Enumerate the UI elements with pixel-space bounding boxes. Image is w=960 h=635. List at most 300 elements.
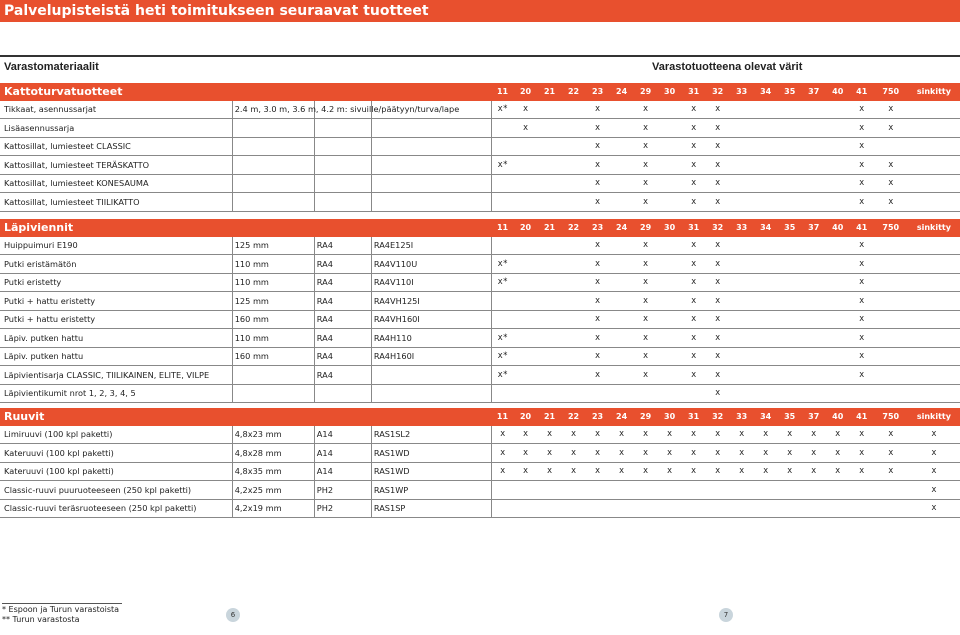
product-name: Kattosillat, lumiesteet TERÄSKATTO xyxy=(0,156,232,175)
column-header: 35 xyxy=(778,408,802,426)
availability-mark: x xyxy=(706,174,730,193)
availability-mark xyxy=(778,174,802,193)
table-row xyxy=(0,384,960,403)
availability-mark: x xyxy=(850,292,874,311)
table-top-header xyxy=(0,55,960,75)
availability-mark xyxy=(850,499,874,518)
availability-mark xyxy=(492,137,514,156)
product-name: Läpivientisarja CLASSIC, TIILIKAINEN, ELITE, VILPE xyxy=(0,366,232,385)
header-right-label: Varastotuotteena olevat värit xyxy=(652,61,803,73)
availability-mark xyxy=(538,156,562,175)
availability-mark: x xyxy=(874,174,908,193)
availability-mark xyxy=(908,156,960,175)
availability-mark: x xyxy=(682,444,706,463)
availability-mark xyxy=(908,137,960,156)
availability-mark xyxy=(754,237,778,255)
availability-mark xyxy=(826,384,850,403)
code-cell: A14 xyxy=(314,426,371,444)
availability-mark xyxy=(730,101,754,119)
column-header: 34 xyxy=(754,408,778,426)
availability-mark xyxy=(610,384,634,403)
availability-mark: x xyxy=(754,426,778,444)
availability-mark xyxy=(754,347,778,366)
availability-mark: x xyxy=(706,119,730,138)
product-name: Kattosillat, lumiesteet TIILIKATTO xyxy=(0,193,232,212)
availability-mark: x xyxy=(634,101,658,119)
availability-mark xyxy=(874,137,908,156)
column-header: 23 xyxy=(586,219,610,237)
availability-mark xyxy=(658,119,682,138)
availability-mark: x xyxy=(658,426,682,444)
availability-mark xyxy=(754,174,778,193)
code-cell xyxy=(314,193,371,212)
availability-mark: x xyxy=(850,347,874,366)
availability-mark: x xyxy=(634,137,658,156)
column-header: 41 xyxy=(850,408,874,426)
article-number-cell: RAS1WD xyxy=(371,462,491,481)
availability-mark xyxy=(538,347,562,366)
availability-mark xyxy=(658,137,682,156)
availability-mark xyxy=(802,137,826,156)
availability-mark: x xyxy=(658,462,682,481)
availability-mark xyxy=(610,329,634,348)
availability-mark: x xyxy=(634,347,658,366)
availability-mark xyxy=(778,273,802,292)
availability-mark: x xyxy=(682,329,706,348)
spec-cell: 110 mm xyxy=(232,329,314,348)
availability-mark xyxy=(754,481,778,500)
footnote-1: * Espoon ja Turun varastoista xyxy=(2,605,120,614)
availability-mark: x xyxy=(706,329,730,348)
availability-mark xyxy=(826,193,850,212)
column-header: sinkitty xyxy=(908,408,960,426)
code-cell xyxy=(314,384,371,403)
availability-mark xyxy=(802,273,826,292)
column-header: 11 xyxy=(491,408,513,426)
availability-mark xyxy=(754,366,778,385)
availability-mark xyxy=(730,310,754,329)
spec-cell xyxy=(232,193,314,212)
availability-mark xyxy=(610,237,634,255)
column-header: 20 xyxy=(514,408,538,426)
availability-mark xyxy=(802,481,826,500)
page-title: Palvelupisteistä heti toimitukseen seuraavat tuotteet xyxy=(0,0,960,22)
availability-mark: x xyxy=(754,462,778,481)
product-name: Classic-ruuvi puuruoteeseen (250 kpl paketti) xyxy=(0,481,232,500)
availability-mark xyxy=(730,156,754,175)
availability-mark xyxy=(492,384,514,403)
availability-mark: x xyxy=(826,426,850,444)
section-header-row xyxy=(0,408,960,426)
availability-mark: x xyxy=(586,444,610,463)
column-header: 21 xyxy=(538,219,562,237)
availability-mark: x xyxy=(586,462,610,481)
availability-mark xyxy=(658,273,682,292)
column-header: 23 xyxy=(586,83,610,101)
section-title: Ruuvit xyxy=(0,408,491,426)
spec-cell: 4,8x28 mm xyxy=(232,444,314,463)
availability-mark xyxy=(610,156,634,175)
availability-mark xyxy=(778,255,802,274)
availability-mark: x* xyxy=(492,329,514,348)
availability-mark: x xyxy=(634,310,658,329)
availability-mark: x xyxy=(514,101,538,119)
article-number-cell: RA4VH125I xyxy=(371,292,491,311)
availability-mark xyxy=(826,292,850,311)
code-cell: RA4 xyxy=(314,310,371,329)
availability-mark: x xyxy=(682,273,706,292)
availability-mark: x xyxy=(706,426,730,444)
availability-mark xyxy=(908,255,960,274)
code-cell xyxy=(314,119,371,138)
availability-mark xyxy=(514,255,538,274)
column-header: 21 xyxy=(538,83,562,101)
table-row xyxy=(0,329,960,348)
availability-mark xyxy=(826,481,850,500)
availability-mark xyxy=(491,499,513,518)
spec-cell: 110 mm xyxy=(232,255,314,274)
column-header: 33 xyxy=(730,408,754,426)
availability-mark xyxy=(802,119,826,138)
availability-mark xyxy=(658,255,682,274)
availability-mark: x xyxy=(586,347,610,366)
availability-mark xyxy=(562,119,586,138)
availability-mark: x xyxy=(706,444,730,463)
column-header: 11 xyxy=(492,219,514,237)
code-cell: A14 xyxy=(314,444,371,463)
availability-mark xyxy=(908,273,960,292)
availability-mark xyxy=(658,481,682,500)
column-header: 21 xyxy=(538,408,562,426)
availability-mark: x xyxy=(850,329,874,348)
footnote-2: ** Turun varastosta xyxy=(2,615,80,624)
column-header: 35 xyxy=(778,83,802,101)
availability-mark: x xyxy=(850,310,874,329)
column-header: 22 xyxy=(562,408,586,426)
code-cell: RA4 xyxy=(314,255,371,274)
availability-mark xyxy=(778,329,802,348)
availability-mark: x xyxy=(491,444,513,463)
availability-mark xyxy=(802,292,826,311)
table-row xyxy=(0,499,960,518)
availability-mark: x xyxy=(514,444,538,463)
column-header: sinkitty xyxy=(908,219,960,237)
availability-mark xyxy=(562,366,586,385)
availability-mark xyxy=(826,329,850,348)
availability-mark xyxy=(610,137,634,156)
availability-mark xyxy=(754,273,778,292)
availability-mark xyxy=(754,292,778,311)
availability-mark xyxy=(802,237,826,255)
availability-mark: x xyxy=(491,462,513,481)
availability-mark: x* xyxy=(492,347,514,366)
availability-mark xyxy=(754,193,778,212)
availability-mark xyxy=(802,193,826,212)
table-row xyxy=(0,347,960,366)
availability-mark xyxy=(586,384,610,403)
spec-cell xyxy=(232,174,314,193)
availability-mark xyxy=(610,310,634,329)
spec-cell: 2.4 m, 3.0 m, 3.6 m, 4.2 m: sivuille/päätyyn/turva/lape xyxy=(232,101,314,119)
column-header: 37 xyxy=(802,83,826,101)
availability-mark xyxy=(802,329,826,348)
availability-mark: x xyxy=(610,426,634,444)
availability-mark xyxy=(802,255,826,274)
spec-cell: 125 mm xyxy=(232,292,314,311)
availability-mark: x xyxy=(586,156,610,175)
availability-mark xyxy=(778,292,802,311)
availability-mark xyxy=(778,119,802,138)
availability-mark xyxy=(562,255,586,274)
availability-mark xyxy=(514,329,538,348)
product-name: Kateruuvi (100 kpl paketti) xyxy=(0,462,232,481)
availability-mark: x xyxy=(730,444,754,463)
footnotes xyxy=(2,603,122,625)
availability-mark: x xyxy=(586,426,610,444)
availability-mark xyxy=(826,156,850,175)
availability-mark xyxy=(908,119,960,138)
column-header: 35 xyxy=(778,219,802,237)
availability-mark: x xyxy=(802,426,826,444)
product-name: Putki + hattu eristetty xyxy=(0,310,232,329)
availability-mark xyxy=(562,273,586,292)
availability-mark xyxy=(730,137,754,156)
table-row xyxy=(0,174,960,193)
availability-mark: x xyxy=(682,255,706,274)
availability-mark: x xyxy=(586,101,610,119)
availability-mark: x xyxy=(634,292,658,311)
column-header: 37 xyxy=(802,219,826,237)
availability-mark: x xyxy=(730,462,754,481)
availability-mark: x xyxy=(586,366,610,385)
availability-mark: x xyxy=(634,156,658,175)
availability-mark xyxy=(826,255,850,274)
availability-mark xyxy=(754,384,778,403)
availability-mark: x xyxy=(634,426,658,444)
availability-mark: x xyxy=(706,366,730,385)
availability-mark xyxy=(658,384,682,403)
availability-mark xyxy=(658,292,682,311)
availability-mark xyxy=(514,193,538,212)
column-header: 24 xyxy=(610,83,634,101)
availability-mark: x xyxy=(634,193,658,212)
availability-mark xyxy=(826,119,850,138)
availability-mark: x xyxy=(706,101,730,119)
availability-mark: x xyxy=(682,119,706,138)
column-header: 33 xyxy=(730,219,754,237)
availability-mark: x xyxy=(850,101,874,119)
availability-mark: x xyxy=(634,273,658,292)
availability-mark: x xyxy=(706,347,730,366)
table-row xyxy=(0,481,960,500)
availability-mark xyxy=(778,137,802,156)
availability-mark: x xyxy=(491,426,513,444)
availability-mark xyxy=(802,310,826,329)
availability-mark xyxy=(610,174,634,193)
availability-mark xyxy=(826,366,850,385)
code-cell: RA4 xyxy=(314,329,371,348)
spec-cell xyxy=(232,156,314,175)
availability-mark: x xyxy=(730,426,754,444)
availability-mark xyxy=(610,193,634,212)
availability-mark: x xyxy=(634,174,658,193)
availability-mark xyxy=(538,310,562,329)
availability-mark xyxy=(778,237,802,255)
code-cell: PH2 xyxy=(314,481,371,500)
section-table xyxy=(0,408,960,518)
code-cell xyxy=(314,174,371,193)
spec-cell: 160 mm xyxy=(232,310,314,329)
column-header: 29 xyxy=(634,219,658,237)
column-header: 750 xyxy=(874,83,908,101)
article-number-cell: RAS1WD xyxy=(371,444,491,463)
column-header: sinkitty xyxy=(908,83,960,101)
availability-mark: x xyxy=(706,462,730,481)
availability-mark xyxy=(802,156,826,175)
availability-mark: x xyxy=(850,426,874,444)
availability-mark xyxy=(538,481,562,500)
availability-mark xyxy=(826,174,850,193)
availability-mark: x xyxy=(706,273,730,292)
availability-mark xyxy=(730,119,754,138)
product-name: Tikkaat, asennussarjat xyxy=(0,101,232,119)
availability-mark: x xyxy=(586,174,610,193)
product-name: Limiruuvi (100 kpl paketti) xyxy=(0,426,232,444)
availability-mark: x xyxy=(682,156,706,175)
availability-mark xyxy=(802,174,826,193)
availability-mark xyxy=(802,347,826,366)
availability-mark xyxy=(754,156,778,175)
availability-mark: x xyxy=(682,310,706,329)
availability-mark: x xyxy=(706,310,730,329)
column-header: 31 xyxy=(682,408,706,426)
column-header: 11 xyxy=(492,83,514,101)
availability-mark xyxy=(610,499,634,518)
availability-mark: x xyxy=(634,255,658,274)
availability-mark xyxy=(802,101,826,119)
column-header: 24 xyxy=(610,408,634,426)
availability-mark xyxy=(730,255,754,274)
availability-mark: x xyxy=(538,444,562,463)
column-header: 29 xyxy=(634,408,658,426)
availability-mark: x xyxy=(908,444,960,463)
table-row xyxy=(0,310,960,329)
code-cell: A14 xyxy=(314,462,371,481)
availability-mark xyxy=(514,156,538,175)
availability-mark: x xyxy=(850,444,874,463)
product-name: Kattosillat, lumiesteet KONESAUMA xyxy=(0,174,232,193)
availability-mark xyxy=(514,273,538,292)
availability-mark xyxy=(826,310,850,329)
table-row xyxy=(0,462,960,481)
availability-mark: x xyxy=(778,426,802,444)
availability-mark xyxy=(874,292,908,311)
column-header: 30 xyxy=(658,219,682,237)
availability-mark: x xyxy=(874,193,908,212)
availability-mark xyxy=(730,193,754,212)
column-header: 33 xyxy=(730,83,754,101)
availability-mark: x* xyxy=(492,255,514,274)
availability-mark xyxy=(908,329,960,348)
availability-mark xyxy=(562,174,586,193)
column-header: 41 xyxy=(850,83,874,101)
availability-mark xyxy=(754,119,778,138)
availability-mark xyxy=(610,255,634,274)
availability-mark xyxy=(658,366,682,385)
availability-mark xyxy=(850,384,874,403)
table-row xyxy=(0,273,960,292)
spec-cell xyxy=(232,119,314,138)
availability-mark xyxy=(538,193,562,212)
availability-mark: x xyxy=(874,101,908,119)
availability-mark xyxy=(562,347,586,366)
table-row xyxy=(0,444,960,463)
spec-cell: 125 mm xyxy=(232,237,314,255)
availability-mark xyxy=(874,347,908,366)
column-header: 31 xyxy=(682,219,706,237)
availability-mark xyxy=(730,499,754,518)
availability-mark: x xyxy=(908,499,960,518)
availability-mark: x xyxy=(778,462,802,481)
article-number-cell: RA4V110I xyxy=(371,273,491,292)
section-table xyxy=(0,219,960,403)
availability-mark: x xyxy=(634,462,658,481)
code-cell: PH2 xyxy=(314,499,371,518)
availability-mark xyxy=(586,481,610,500)
availability-mark xyxy=(908,366,960,385)
availability-mark: x xyxy=(634,366,658,385)
product-name: Läpivientikumit nrot 1, 2, 3, 4, 5 xyxy=(0,384,232,403)
availability-mark xyxy=(658,499,682,518)
availability-mark xyxy=(850,481,874,500)
availability-mark xyxy=(874,255,908,274)
availability-mark: x xyxy=(610,462,634,481)
availability-mark: x xyxy=(908,481,960,500)
availability-mark: x xyxy=(826,462,850,481)
availability-mark xyxy=(538,174,562,193)
availability-mark: x xyxy=(634,237,658,255)
availability-mark xyxy=(658,193,682,212)
product-name: Läpiv. putken hattu xyxy=(0,347,232,366)
availability-mark: x xyxy=(658,444,682,463)
availability-mark xyxy=(874,481,908,500)
availability-mark xyxy=(610,273,634,292)
code-cell: RA4 xyxy=(314,347,371,366)
availability-mark xyxy=(538,366,562,385)
availability-mark: x xyxy=(682,426,706,444)
spec-cell xyxy=(232,137,314,156)
availability-mark: x xyxy=(874,444,908,463)
column-header: 22 xyxy=(562,83,586,101)
article-number-cell xyxy=(371,137,491,156)
availability-mark xyxy=(514,292,538,311)
product-name: Putki + hattu eristetty xyxy=(0,292,232,311)
article-number-cell: RA4V110U xyxy=(371,255,491,274)
availability-mark: x xyxy=(850,137,874,156)
column-header: 40 xyxy=(826,83,850,101)
availability-mark: x xyxy=(850,174,874,193)
availability-mark xyxy=(562,292,586,311)
availability-mark xyxy=(491,481,513,500)
product-name: Lisäasennussarja xyxy=(0,119,232,138)
availability-mark xyxy=(538,384,562,403)
spec-cell: 4,8x23 mm xyxy=(232,426,314,444)
table-row xyxy=(0,237,960,255)
availability-mark: x xyxy=(706,137,730,156)
availability-mark xyxy=(514,137,538,156)
availability-mark xyxy=(682,481,706,500)
availability-mark xyxy=(826,101,850,119)
